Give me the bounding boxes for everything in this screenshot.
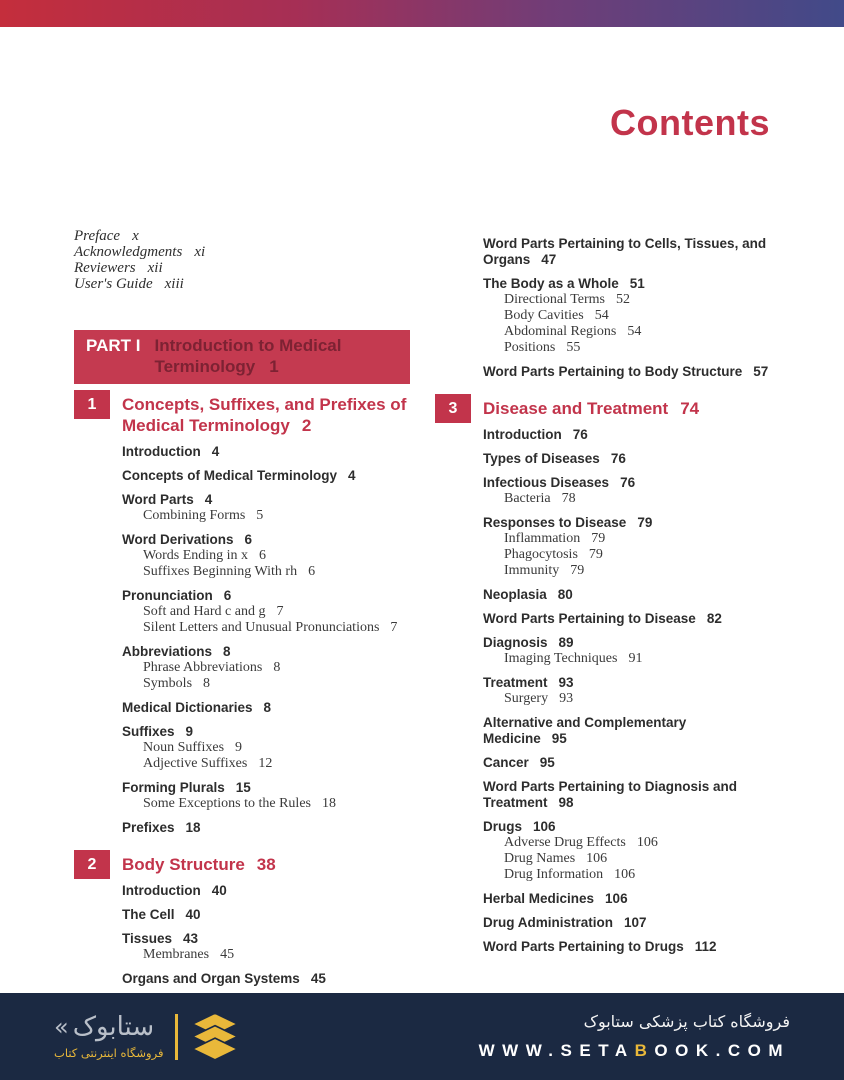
toc-entry-label: Body Cavities xyxy=(504,308,584,323)
toc-entry-page: 106 xyxy=(605,891,628,906)
toc-entry-page: 106 xyxy=(614,867,636,882)
toc-entry-label: Drug Administration xyxy=(483,915,613,930)
toc-entry-page: 47 xyxy=(541,252,557,267)
toc-entry-page: 18 xyxy=(185,820,201,835)
front-matter-entry xyxy=(74,228,410,244)
toc-entry xyxy=(122,700,410,716)
toc-entry-page: 79 xyxy=(637,515,653,530)
toc-entry-page: 8 xyxy=(223,644,231,659)
toc-entry-label: Silent Letters and Unusual Pronunciations xyxy=(143,620,380,635)
toc-entry-page: 52 xyxy=(616,292,631,307)
toc-entry xyxy=(483,563,770,579)
front-matter-page: xii xyxy=(147,260,163,276)
page-title: Contents xyxy=(610,102,770,143)
toc-entry-label: Prefixes xyxy=(122,820,175,835)
toc-entry xyxy=(483,867,770,883)
logo-divider xyxy=(175,1014,178,1060)
toc-entry xyxy=(483,715,770,747)
toc-entry-label: Drug Information xyxy=(504,867,604,882)
toc-entry-label: Abdominal Regions xyxy=(504,324,617,339)
toc-entry xyxy=(483,611,770,627)
toc-entry-page: 106 xyxy=(636,835,658,850)
toc-entry xyxy=(122,564,410,580)
toc-entry-label: Positions xyxy=(504,340,556,355)
toc-entry-label: Inflammation xyxy=(504,531,581,546)
toc-entry xyxy=(122,883,410,899)
toc-entry-label: Introduction xyxy=(483,427,562,442)
toc-entry-page: 76 xyxy=(620,475,636,490)
logo-name xyxy=(54,1013,163,1041)
toc-entry-page: 15 xyxy=(235,780,251,795)
toc-entry-label: Word Parts Pertaining to Diagnosis and Treatment xyxy=(483,779,738,810)
logo-name-text: ستابوک xyxy=(72,1012,155,1042)
toc-entry xyxy=(483,451,770,467)
front-matter-entry xyxy=(74,260,410,276)
toc-entry-label: Word Parts xyxy=(122,492,194,507)
url-part-post: OOK.COM xyxy=(654,1041,790,1060)
toc-entry-label: The Body as a Whole xyxy=(483,276,619,291)
toc-entry-page: 93 xyxy=(559,691,574,706)
part-page-number: 1 xyxy=(269,357,279,376)
toc-entry-label: Soft and Hard c and g xyxy=(143,604,266,619)
toc-right-column xyxy=(435,228,770,987)
front-matter-page: xiii xyxy=(164,276,184,292)
front-matter-list xyxy=(74,228,410,292)
toc-entry-page: 4 xyxy=(211,444,220,459)
toc-entry-page: 54 xyxy=(594,308,609,323)
chapter-2-title-text: Body Structure xyxy=(122,855,245,874)
toc-entry-label: Phrase Abbreviations xyxy=(143,660,263,675)
toc-entry xyxy=(122,907,410,923)
toc-entry-page: 51 xyxy=(629,276,645,291)
toc-entry-page: 6 xyxy=(244,532,253,547)
front-matter-entry xyxy=(74,276,410,292)
toc-entry-label: Immunity xyxy=(504,563,560,578)
toc-entry-label: Organs and Organ Systems xyxy=(122,971,300,986)
toc-entry xyxy=(483,675,770,691)
toc-entry-label: Word Derivations xyxy=(122,532,234,547)
toc-entry-label: Herbal Medicines xyxy=(483,891,595,906)
chapter-3-heading xyxy=(448,398,770,419)
front-matter-page: xi xyxy=(194,244,206,260)
toc-entry xyxy=(483,427,770,443)
toc-entry-page: 43 xyxy=(183,931,199,946)
toc-entry-label: Combining Forms xyxy=(143,508,246,523)
chapter-3-entry-list xyxy=(483,427,770,955)
toc-entry-label: Word Parts Pertaining to Cells, Tissues, and Organs xyxy=(483,236,767,267)
toc-left-column xyxy=(74,228,410,987)
footer-store-info xyxy=(479,1012,790,1061)
toc-entry xyxy=(122,588,410,604)
toc-entry xyxy=(483,939,770,955)
toc-entry xyxy=(122,780,410,796)
toc-entry xyxy=(483,755,770,771)
toc-entry xyxy=(483,340,770,356)
toc-entry xyxy=(122,604,410,620)
toc-entry-page: 91 xyxy=(628,651,643,666)
toc-entry-label: Alternative and Complementary Medicine xyxy=(483,715,687,746)
toc-entry-label: Word Parts Pertaining to Disease xyxy=(483,611,696,626)
chapter-2-title xyxy=(122,854,410,875)
toc-entry xyxy=(483,835,770,851)
chapter-1-entry-list xyxy=(122,444,410,836)
website-url xyxy=(479,1041,790,1061)
toc-entry-label: Types of Diseases xyxy=(483,451,600,466)
toc-entry xyxy=(122,971,410,987)
toc-entry-label: Noun Suffixes xyxy=(143,740,225,755)
toc-entry xyxy=(483,276,770,292)
toc-entry-page: 4 xyxy=(204,492,213,507)
toc-entry-page: 55 xyxy=(566,340,581,355)
toc-entry-page: 8 xyxy=(263,700,272,715)
toc-entry-page: 57 xyxy=(753,364,769,379)
toc-entry-label: Cancer xyxy=(483,755,529,770)
front-matter-label: Preface xyxy=(74,228,121,244)
chapter-3-page-number: 74 xyxy=(680,399,700,418)
toc-entry-page: 98 xyxy=(558,795,574,810)
toc-entry-label: Infectious Diseases xyxy=(483,475,610,490)
toc-entry xyxy=(122,444,410,460)
toc-entry xyxy=(483,491,770,507)
logo-tagline: فروشگاه اینترنتی کتاب xyxy=(54,1046,164,1060)
toc-entry-page: 95 xyxy=(551,731,567,746)
toc-entry xyxy=(483,475,770,491)
right-column-entries xyxy=(435,236,770,955)
toc-entry-page: 45 xyxy=(220,947,235,962)
toc-entry-page: 82 xyxy=(706,611,722,626)
chapter-1-title-text: Concepts, Suffixes, and Prefixes of Medical Terminology xyxy=(122,395,407,435)
toc-entry-label: Words Ending in x xyxy=(143,548,249,563)
toc-entry xyxy=(122,620,410,636)
chapter-2-number-badge: 2 xyxy=(74,850,110,879)
toc-entry-label: Directional Terms xyxy=(504,292,606,307)
toc-entry xyxy=(122,548,410,564)
toc-entry xyxy=(122,468,410,484)
toc-entry-label: Symbols xyxy=(143,676,193,691)
toc-entry xyxy=(483,364,770,380)
toc-entry-page: 4 xyxy=(348,468,356,483)
chapter-2-continued-entry-list xyxy=(483,236,770,380)
toc-entry xyxy=(122,660,410,676)
toc-entry-label: Concepts of Medical Terminology xyxy=(122,468,338,483)
toc-entry-label: Medical Dictionaries xyxy=(122,700,253,715)
toc-entry-label: Word Parts Pertaining to Drugs xyxy=(483,939,684,954)
toc-entry xyxy=(122,492,410,508)
chapter-1-heading xyxy=(87,394,410,436)
toc-entry-page: 107 xyxy=(624,915,647,930)
store-title-text: فروشگاه کتاب پزشکی ستابوک xyxy=(583,1012,790,1031)
toc-entry xyxy=(122,756,410,772)
toc-entry-page: 18 xyxy=(321,796,336,811)
toc-entry xyxy=(483,292,770,308)
toc-entry-page: 54 xyxy=(627,324,642,339)
front-matter-entry xyxy=(74,244,410,260)
toc-entry-page: 106 xyxy=(533,819,556,834)
toc-entry xyxy=(483,915,770,931)
toc-entry xyxy=(483,691,770,707)
toc-entry-label: Imaging Techniques xyxy=(504,651,618,666)
toc-entry-page: 79 xyxy=(591,531,606,546)
toc-entry xyxy=(122,532,410,548)
toc-entry-page: 80 xyxy=(557,587,573,602)
logo-chevrons-icon xyxy=(190,1013,240,1060)
toc-entry xyxy=(483,851,770,867)
toc-entry-label: The Cell xyxy=(122,907,175,922)
toc-entry-page: 76 xyxy=(572,427,588,442)
toc-entry xyxy=(122,947,410,963)
footer xyxy=(0,993,844,1080)
toc-entry-label: Phagocytosis xyxy=(504,547,578,562)
toc-entry xyxy=(483,236,770,268)
toc-entry-label: Suffixes xyxy=(122,724,175,739)
toc-entry-label: Neoplasia xyxy=(483,587,547,602)
logo-text-block xyxy=(54,1013,163,1060)
toc-columns xyxy=(0,228,844,987)
toc-entry-label: Diagnosis xyxy=(483,635,548,650)
toc-entry-label: Suffixes Beginning With rh xyxy=(143,564,298,579)
toc-entry-page: 106 xyxy=(586,851,608,866)
toc-entry-page: 89 xyxy=(558,635,574,650)
part-banner xyxy=(74,330,410,384)
chapter-1-title xyxy=(122,394,410,436)
setabook-logo xyxy=(54,1013,240,1060)
toc-entry-label: Responses to Disease xyxy=(483,515,627,530)
front-matter-label: User's Guide xyxy=(74,276,153,292)
toc-entry xyxy=(483,635,770,651)
left-column-entries xyxy=(74,394,410,987)
url-accent-letter: B xyxy=(634,1041,655,1060)
toc-entry-page: 78 xyxy=(561,491,576,506)
chapter-3-number-badge: 3 xyxy=(435,394,471,423)
chapter-2-page-number: 38 xyxy=(256,855,276,874)
toc-entry-page: 79 xyxy=(570,563,585,578)
toc-entry-label: Introduction xyxy=(122,444,201,459)
toc-entry-page: 6 xyxy=(259,548,267,563)
toc-entry xyxy=(122,740,410,756)
toc-entry-page: 6 xyxy=(223,588,232,603)
toc-entry-label: Drugs xyxy=(483,819,523,834)
url-part-pre: WWW.SETA xyxy=(478,1041,635,1060)
toc-entry xyxy=(122,724,410,740)
toc-entry-page: 79 xyxy=(588,547,603,562)
toc-entry xyxy=(483,547,770,563)
front-matter-label: Reviewers xyxy=(74,260,136,276)
toc-entry-page: 45 xyxy=(310,971,326,986)
toc-entry-page: 9 xyxy=(235,740,243,755)
toc-entry-page: 12 xyxy=(258,756,273,771)
toc-entry-page: 40 xyxy=(185,907,201,922)
toc-entry-page: 5 xyxy=(256,508,264,523)
toc-entry-page: 95 xyxy=(539,755,555,770)
toc-entry xyxy=(483,819,770,835)
front-matter-page: x xyxy=(132,228,139,244)
toc-entry-page: 6 xyxy=(308,564,316,579)
toc-entry-page: 93 xyxy=(558,675,574,690)
toc-entry-label: Word Parts Pertaining to Body Structure xyxy=(483,364,743,379)
toc-entry-label: Bacteria xyxy=(504,491,551,506)
toc-entry xyxy=(483,531,770,547)
toc-entry-page: 7 xyxy=(390,620,398,635)
toc-entry-label: Abbreviations xyxy=(122,644,213,659)
toc-entry xyxy=(122,796,410,812)
toc-entry-page: 76 xyxy=(610,451,626,466)
toc-entry-label: Adverse Drug Effects xyxy=(504,835,626,850)
toc-entry xyxy=(122,676,410,692)
toc-entry-label: Forming Plurals xyxy=(122,780,225,795)
toc-entry-page: 40 xyxy=(211,883,227,898)
toc-entry-page: 8 xyxy=(273,660,281,675)
toc-entry xyxy=(483,779,770,811)
chapter-2-heading xyxy=(87,854,410,875)
part-title xyxy=(154,335,400,377)
toc-entry xyxy=(483,324,770,340)
toc-entry-page: 112 xyxy=(694,939,717,954)
chapter-2-entry-list xyxy=(122,883,410,987)
part-title-text: Introduction to Medical Terminology xyxy=(154,336,342,376)
toc-entry xyxy=(483,891,770,907)
toc-entry xyxy=(483,587,770,603)
toc-entry-label: Adjective Suffixes xyxy=(143,756,248,771)
toc-entry xyxy=(122,508,410,524)
chapter-1-page-number: 2 xyxy=(301,416,312,435)
toc-entry xyxy=(483,308,770,324)
top-gradient-bar xyxy=(0,0,844,27)
logo-guillemet-mark: « xyxy=(54,1013,69,1041)
toc-entry xyxy=(122,820,410,836)
toc-entry-label: Tissues xyxy=(122,931,173,946)
chapter-1-number-badge: 1 xyxy=(74,390,110,419)
toc-entry-page: 7 xyxy=(276,604,284,619)
toc-entry-label: Introduction xyxy=(122,883,201,898)
toc-entry-label: Membranes xyxy=(143,947,210,962)
toc-entry-label: Drug Names xyxy=(504,851,576,866)
toc-entry xyxy=(483,515,770,531)
toc-entry-label: Some Exceptions to the Rules xyxy=(143,796,311,811)
toc-entry xyxy=(122,931,410,947)
toc-entry-page: 9 xyxy=(185,724,194,739)
toc-entry-label: Pronunciation xyxy=(122,588,213,603)
part-label: PART I xyxy=(86,336,141,355)
toc-entry-label: Surgery xyxy=(504,691,549,706)
toc-entry xyxy=(483,651,770,667)
toc-entry-label: Treatment xyxy=(483,675,548,690)
front-matter-label: Acknowledgments xyxy=(74,244,183,260)
toc-entry-page: 8 xyxy=(203,676,211,691)
chapter-3-title-text: Disease and Treatment xyxy=(483,399,669,418)
chapter-3-title xyxy=(483,398,770,419)
toc-entry xyxy=(122,644,410,660)
